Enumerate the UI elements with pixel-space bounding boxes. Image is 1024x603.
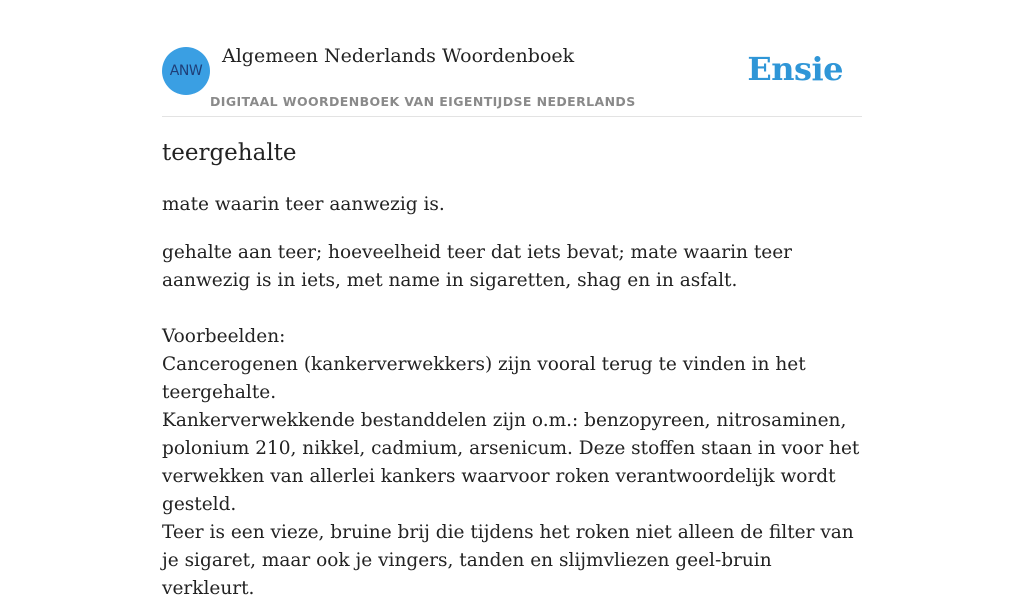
main-container: [162, 0, 862, 599]
ensie-brand-logo[interactable]: Ensie: [747, 50, 843, 88]
example-item: Cancerogenen (kankerverwekkers) zijn vooral terug te vinden in het teergehalte.: [162, 354, 806, 403]
source-title[interactable]: Algemeen Nederlands Woordenboek: [222, 45, 575, 67]
example-item: Teer is een vieze, bruine brij die tijdens het roken niet alleen de filter van je sigaret, maar ook je vingers, tanden en slijmvliezen geel-bruin verkleurt.: [162, 522, 854, 599]
example-item: Kankerverwekkende bestanddelen zijn o.m.: benzopyreen, nitrosaminen, polonium 210, nikkel, cadmium, arsenicum. Deze stoffen staan in voor het verwekken van allerlei kankers waarvoor roken verantwoordelijk wordt gesteld.: [162, 410, 860, 515]
examples-label: Voorbeelden:: [162, 326, 286, 347]
entry-body: [162, 239, 867, 603]
full-definition: gehalte aan teer; hoeveelheid teer dat iets bevat; mate waarin teer aanwezig is in iets, met name in sigaretten, shag en in asfalt.: [162, 242, 793, 291]
short-definition: mate waarin teer aanwezig is.: [162, 194, 445, 215]
anw-logo[interactable]: [162, 47, 210, 95]
entry-term: teergehalte: [162, 140, 297, 166]
logo-text: ANW: [169, 63, 203, 79]
source-subtitle: DIGITAAL WOORDENBOEK VAN EIGENTIJDSE NEDERLANDS: [210, 94, 636, 109]
header: [162, 0, 862, 117]
